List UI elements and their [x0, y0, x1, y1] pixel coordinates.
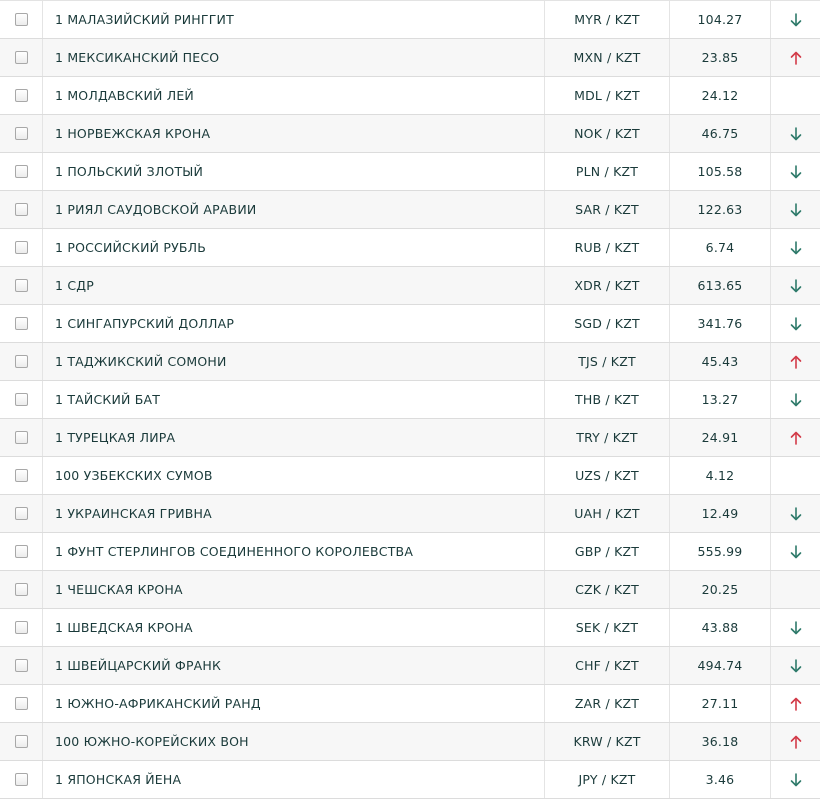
currency-name: 1 МЕКСИКАНСКИЙ ПЕСО [43, 39, 545, 76]
row-checkbox[interactable] [15, 431, 28, 444]
trend-cell [771, 609, 820, 646]
arrow-down-icon [789, 506, 803, 522]
row-select-cell [0, 343, 43, 380]
currency-pair: NOK / KZT [545, 115, 670, 152]
row-checkbox[interactable] [15, 355, 28, 368]
table-row [0, 77, 820, 115]
row-checkbox[interactable] [15, 773, 28, 786]
table-row [0, 381, 820, 419]
row-select-cell [0, 609, 43, 646]
exchange-rate: 36.18 [670, 723, 771, 760]
currency-name: 1 ШВЕЙЦАРСКИЙ ФРАНК [43, 647, 545, 684]
row-checkbox[interactable] [15, 393, 28, 406]
arrow-up-icon [789, 50, 803, 66]
row-checkbox[interactable] [15, 583, 28, 596]
row-select-cell [0, 305, 43, 342]
trend-cell [771, 343, 820, 380]
row-checkbox[interactable] [15, 241, 28, 254]
exchange-rate: 4.12 [670, 457, 771, 494]
currency-name: 1 ТАДЖИКСКИЙ СОМОНИ [43, 343, 545, 380]
table-row [0, 343, 820, 381]
row-checkbox[interactable] [15, 735, 28, 748]
row-checkbox[interactable] [15, 89, 28, 102]
exchange-rate: 6.74 [670, 229, 771, 266]
currency-pair: CZK / KZT [545, 571, 670, 608]
row-select-cell [0, 115, 43, 152]
arrow-down-icon [789, 658, 803, 674]
table-row [0, 267, 820, 305]
row-checkbox[interactable] [15, 203, 28, 216]
exchange-rate: 45.43 [670, 343, 771, 380]
arrow-up-icon [789, 696, 803, 712]
table-row [0, 685, 820, 723]
row-select-cell [0, 647, 43, 684]
currency-name: 100 УЗБЕКСКИХ СУМОВ [43, 457, 545, 494]
currency-pair: PLN / KZT [545, 153, 670, 190]
trend-cell [771, 533, 820, 570]
exchange-rate: 43.88 [670, 609, 771, 646]
row-checkbox[interactable] [15, 621, 28, 634]
table-row [0, 191, 820, 229]
trend-cell [771, 305, 820, 342]
arrow-down-icon [789, 12, 803, 28]
row-checkbox[interactable] [15, 659, 28, 672]
currency-pair: GBP / KZT [545, 533, 670, 570]
trend-cell [771, 77, 820, 114]
row-select-cell [0, 761, 43, 798]
row-select-cell [0, 419, 43, 456]
exchange-rate: 24.91 [670, 419, 771, 456]
table-row [0, 723, 820, 761]
trend-cell [771, 191, 820, 228]
table-row [0, 39, 820, 77]
exchange-rate: 23.85 [670, 39, 771, 76]
trend-cell [771, 267, 820, 304]
currency-name: 1 НОРВЕЖСКАЯ КРОНА [43, 115, 545, 152]
currency-pair: SGD / KZT [545, 305, 670, 342]
arrow-down-icon [789, 278, 803, 294]
row-select-cell [0, 723, 43, 760]
currency-pair: RUB / KZT [545, 229, 670, 266]
arrow-up-icon [789, 354, 803, 370]
currency-name: 1 МОЛДАВСКИЙ ЛЕЙ [43, 77, 545, 114]
table-row [0, 761, 820, 799]
trend-cell [771, 39, 820, 76]
currency-pair: SAR / KZT [545, 191, 670, 228]
currency-name: 1 ТАЙСКИЙ БАТ [43, 381, 545, 418]
exchange-rate: 46.75 [670, 115, 771, 152]
row-select-cell [0, 1, 43, 38]
table-row [0, 305, 820, 343]
currency-name: 1 ЮЖНО-АФРИКАНСКИЙ РАНД [43, 685, 545, 722]
trend-cell [771, 685, 820, 722]
row-checkbox[interactable] [15, 279, 28, 292]
table-row [0, 1, 820, 39]
arrow-down-icon [789, 202, 803, 218]
exchange-rate: 494.74 [670, 647, 771, 684]
currency-pair: MDL / KZT [545, 77, 670, 114]
currency-name: 1 УКРАИНСКАЯ ГРИВНА [43, 495, 545, 532]
exchange-rate: 104.27 [670, 1, 771, 38]
arrow-down-icon [789, 316, 803, 332]
table-row [0, 419, 820, 457]
trend-cell [771, 1, 820, 38]
currency-name: 1 ЯПОНСКАЯ ЙЕНА [43, 761, 545, 798]
row-select-cell [0, 77, 43, 114]
table-row [0, 533, 820, 571]
currency-pair: UZS / KZT [545, 457, 670, 494]
arrow-down-icon [789, 240, 803, 256]
trend-cell [771, 419, 820, 456]
trend-cell [771, 761, 820, 798]
currency-name: 1 МАЛАЗИЙСКИЙ РИНГГИТ [43, 1, 545, 38]
row-select-cell [0, 457, 43, 494]
currency-name: 1 ШВЕДСКАЯ КРОНА [43, 609, 545, 646]
row-checkbox[interactable] [15, 469, 28, 482]
table-row [0, 457, 820, 495]
row-checkbox[interactable] [15, 317, 28, 330]
arrow-down-icon [789, 164, 803, 180]
row-checkbox[interactable] [15, 165, 28, 178]
row-select-cell [0, 495, 43, 532]
row-select-cell [0, 381, 43, 418]
currency-name: 1 ТУРЕЦКАЯ ЛИРА [43, 419, 545, 456]
trend-cell [771, 229, 820, 266]
currency-name: 1 ЧЕШСКАЯ КРОНА [43, 571, 545, 608]
trend-cell [771, 723, 820, 760]
table-row [0, 495, 820, 533]
row-checkbox[interactable] [15, 545, 28, 558]
row-select-cell [0, 685, 43, 722]
exchange-rate: 613.65 [670, 267, 771, 304]
trend-cell [771, 571, 820, 608]
row-checkbox[interactable] [15, 507, 28, 520]
row-select-cell [0, 39, 43, 76]
currency-name: 1 РИЯЛ САУДОВСКОЙ АРАВИИ [43, 191, 545, 228]
trend-cell [771, 115, 820, 152]
currency-name: 1 СИНГАПУРСКИЙ ДОЛЛАР [43, 305, 545, 342]
arrow-up-icon [789, 734, 803, 750]
arrow-down-icon [789, 126, 803, 142]
currency-pair: MYR / KZT [545, 1, 670, 38]
table-row [0, 153, 820, 191]
currency-name: 1 ПОЛЬСКИЙ ЗЛОТЫЙ [43, 153, 545, 190]
row-checkbox[interactable] [15, 127, 28, 140]
exchange-rate: 341.76 [670, 305, 771, 342]
currency-pair: UAH / KZT [545, 495, 670, 532]
row-select-cell [0, 191, 43, 228]
row-select-cell [0, 153, 43, 190]
table-row [0, 647, 820, 685]
row-select-cell [0, 571, 43, 608]
row-checkbox[interactable] [15, 697, 28, 710]
exchange-rate: 12.49 [670, 495, 771, 532]
exchange-rate: 3.46 [670, 761, 771, 798]
currency-name: 1 СДР [43, 267, 545, 304]
row-checkbox[interactable] [15, 13, 28, 26]
currency-pair: KRW / KZT [545, 723, 670, 760]
trend-cell [771, 495, 820, 532]
currency-pair: THB / KZT [545, 381, 670, 418]
currency-pair: MXN / KZT [545, 39, 670, 76]
arrow-down-icon [789, 620, 803, 636]
currency-pair: SEK / KZT [545, 609, 670, 646]
currency-pair: TJS / KZT [545, 343, 670, 380]
currency-name: 1 ФУНТ СТЕРЛИНГОВ СОЕДИНЕННОГО КОРОЛЕВСТВА [43, 533, 545, 570]
table-row [0, 115, 820, 153]
arrow-down-icon [789, 544, 803, 560]
row-select-cell [0, 229, 43, 266]
table-row [0, 609, 820, 647]
row-select-cell [0, 533, 43, 570]
currency-pair: JPY / KZT [545, 761, 670, 798]
currency-pair: TRY / KZT [545, 419, 670, 456]
arrow-down-icon [789, 392, 803, 408]
arrow-up-icon [789, 430, 803, 446]
currency-pair: XDR / KZT [545, 267, 670, 304]
exchange-rate: 105.58 [670, 153, 771, 190]
exchange-rate: 20.25 [670, 571, 771, 608]
currency-name: 100 ЮЖНО-КОРЕЙСКИХ ВОН [43, 723, 545, 760]
currency-name: 1 РОССИЙСКИЙ РУБЛЬ [43, 229, 545, 266]
exchange-rate: 27.11 [670, 685, 771, 722]
trend-cell [771, 153, 820, 190]
currency-pair: CHF / KZT [545, 647, 670, 684]
currency-pair: ZAR / KZT [545, 685, 670, 722]
table-row [0, 229, 820, 267]
exchange-rate: 24.12 [670, 77, 771, 114]
table-row [0, 571, 820, 609]
trend-cell [771, 647, 820, 684]
trend-cell [771, 457, 820, 494]
trend-cell [771, 381, 820, 418]
exchange-rate: 122.63 [670, 191, 771, 228]
exchange-rate: 13.27 [670, 381, 771, 418]
arrow-down-icon [789, 772, 803, 788]
exchange-rate: 555.99 [670, 533, 771, 570]
row-checkbox[interactable] [15, 51, 28, 64]
row-select-cell [0, 267, 43, 304]
